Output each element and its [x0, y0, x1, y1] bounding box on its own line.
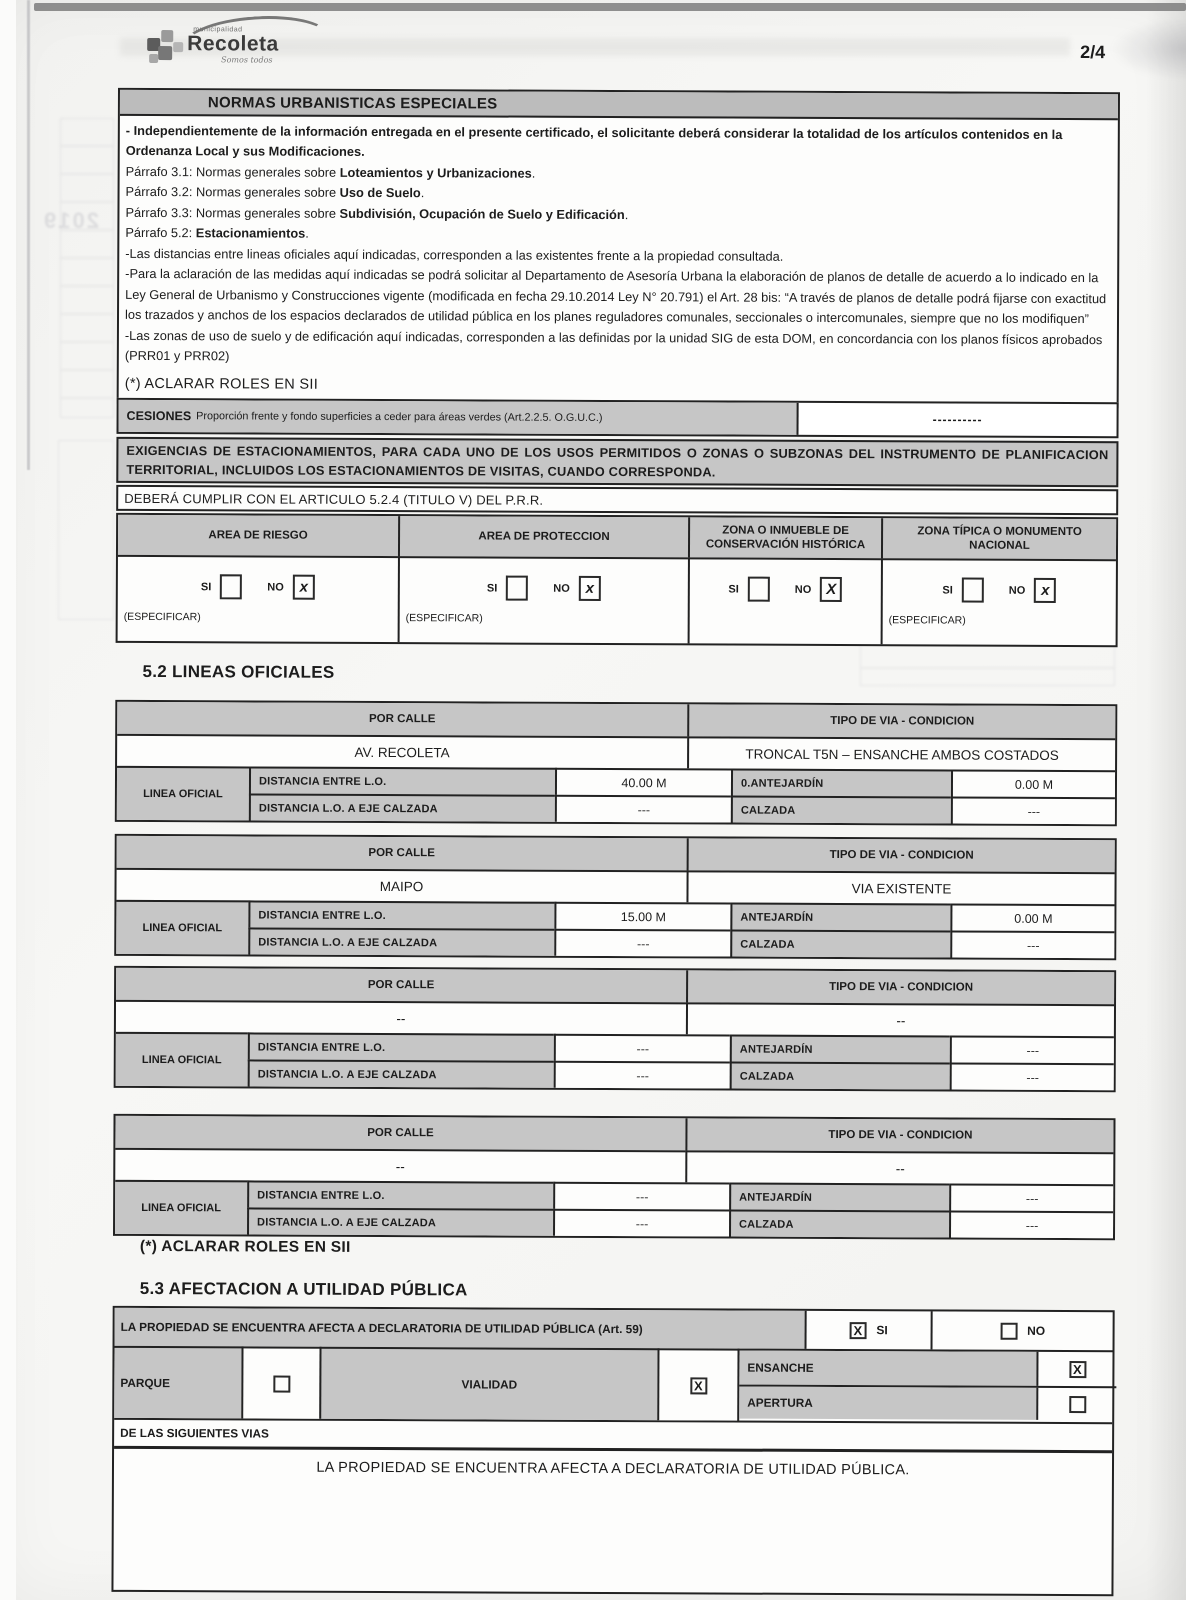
normas-title: NORMAS URBANISTICAS ESPECIALES — [207, 93, 498, 113]
linea-oficial-label: LINEA OFICIAL — [117, 766, 249, 821]
cesiones-value: ---------- — [932, 412, 983, 427]
cesiones-row — [116, 398, 1118, 438]
calzada-label: CALZADA — [730, 930, 950, 958]
distancia-eje-label: DISTANCIA L.O. A EJE CALZADA — [248, 1059, 554, 1087]
ensanche-row — [739, 1351, 1116, 1387]
antejardin-value: 0.00 M — [950, 904, 1114, 932]
zone-column-cell — [688, 557, 881, 644]
paragraph-text: Párrafo 5.2: — [125, 225, 196, 241]
block-value-row — [117, 734, 1115, 770]
paragraph-text: Párrafo 3.1: Normas generales sobre — [125, 163, 340, 180]
tipo-via-header: TIPO DE VIA - CONDICION — [687, 704, 1115, 738]
no-checkbox: x — [293, 575, 315, 600]
block-header-row — [117, 702, 1115, 738]
zone-column-header: ZONA TÍPICA O MONUMENTO NACIONAL — [881, 518, 1116, 559]
no-label: NO — [553, 582, 570, 595]
declaratoria-row — [115, 1308, 1113, 1350]
calzada-value: --- — [951, 797, 1115, 825]
calzada-label: CALZADA — [730, 1062, 950, 1090]
cesiones-description: Proporción frente y fondo superficies a ceder para áreas verdes (Art.2.2.5. O.G.U.C.) — [196, 410, 603, 424]
distancia-lo-value: --- — [554, 1034, 730, 1062]
paragraph-bold-text: Uso de Suelo — [339, 185, 421, 201]
tipo-via-value: VIA EXISTENTE — [686, 870, 1114, 904]
debera-row: DEBERÁ CUMPLIR CON EL ARTICULO 5.2.4 (TITULO V) DEL P.R.R. — [116, 485, 1118, 515]
block-header-row — [115, 1116, 1113, 1152]
cesiones-label-cell — [119, 400, 799, 435]
logo-municipalidad-text: municipalidad — [193, 26, 243, 34]
block-value-row — [115, 1148, 1113, 1184]
block-detail-grid — [116, 1032, 1114, 1090]
si-checkbox: X — [849, 1322, 866, 1339]
si-label: SI — [200, 580, 212, 593]
bleedthrough-artifact: 2019 — [42, 208, 99, 233]
si-label: SI — [486, 581, 498, 595]
ensanche-apertura-cell — [737, 1349, 1114, 1423]
si-label: SI — [876, 1323, 888, 1338]
especificar-label: (ESPECIFICAR) — [888, 614, 966, 627]
zone-column-header: AREA DE PROTECCION — [398, 516, 688, 557]
distancia-eje-value: --- — [554, 1061, 730, 1089]
antejardin-value: 0.00 M — [951, 770, 1115, 798]
especificar-label: (ESPECIFICAR) — [123, 610, 201, 624]
paragraph-text: -Las distancias entre lineas oficiales aquí indicadas, corresponden a las existentes frente a la propiedad consultada. — [125, 245, 784, 264]
normas-paragraph — [126, 121, 1110, 166]
block-detail-grid — [115, 1180, 1113, 1238]
no-checkbox: x — [1034, 578, 1056, 603]
si-label: SI — [728, 583, 739, 596]
block-header-row — [116, 968, 1114, 1004]
tipo-via-header: TIPO DE VIA - CONDICION — [686, 970, 1114, 1004]
linea-oficial-label: LINEA OFICIAL — [116, 1032, 248, 1087]
calle-value: -- — [115, 1148, 685, 1182]
block-detail-grid — [117, 766, 1115, 824]
linea-oficial-block — [115, 700, 1118, 826]
aclarar-roles-footnote: (*) ACLARAR ROLES EN SII — [139, 1237, 351, 1256]
vialidad-checkbox-cell — [657, 1348, 737, 1420]
lineas-oficiales-blocks — [113, 700, 1117, 1252]
zonas-header-row — [118, 515, 1116, 559]
distancia-eje-label: DISTANCIA L.O. A EJE CALZADA — [248, 927, 554, 955]
parque-label: PARQUE — [114, 1346, 241, 1419]
block-value-row — [116, 1000, 1114, 1036]
paragraph-text: . — [420, 185, 425, 201]
distancia-lo-value: 15.00 M — [554, 902, 730, 930]
zone-column-header: AREA DE RIESGO — [118, 515, 398, 556]
distancia-eje-value: --- — [553, 1209, 729, 1237]
afectacion-statement: LA PROPIEDAD SE ENCUENTRA AFECTA A DECLARATORIA DE UTILIDAD PÚBLICA. — [316, 1459, 910, 1479]
por-calle-header: POR CALLE — [117, 836, 687, 870]
linea-oficial-block — [114, 834, 1117, 960]
vialidad-label: VIALIDAD — [319, 1347, 657, 1420]
tipo-via-header: TIPO DE VIA - CONDICION — [685, 1118, 1113, 1152]
parque-checkbox — [273, 1375, 290, 1392]
paragraph-text: Párrafo 3.3: Normas generales sobre — [125, 204, 340, 221]
linea-oficial-block — [114, 966, 1117, 1092]
paragraph-text: -Las zonas de uso de suelo y de edificación aquí indicadas, corresponden a las definidas por la unidad SIG de esta DOM, en concordancia con los planos físicos aprobados (PRR01 y PRR02) — [124, 327, 1103, 364]
declaratoria-si-cell — [805, 1311, 931, 1350]
parque-vialidad-row — [114, 1346, 1112, 1422]
paragraph-bold-text: - Independientemente de la información entregada en el presente certificado, el solicitante deberá considerar la totalidad de los artículos contenidos en la Ordenanza Local y sus Modificaciones. — [125, 122, 1063, 160]
no-checkbox: X — [820, 577, 842, 602]
si-checkbox — [220, 574, 242, 599]
paragraph-text: Párrafo 3.2: Normas generales sobre — [125, 184, 340, 201]
no-checkbox: x — [579, 576, 601, 601]
paragraph-bold-text: Subdivisión, Ocupación de Suelo y Edificación — [339, 205, 625, 222]
si-label: SI — [942, 583, 953, 597]
calle-value: MAIPO — [116, 868, 686, 902]
si-checkbox — [748, 577, 770, 602]
distancia-lo-label: DISTANCIA ENTRE L.O. — [248, 1032, 554, 1060]
calzada-value: --- — [950, 931, 1114, 959]
normas-paragraph — [125, 264, 1109, 330]
distancia-lo-value: --- — [553, 1182, 729, 1210]
block-header-row — [117, 836, 1115, 872]
tipo-via-value: -- — [685, 1150, 1113, 1184]
zone-column-cell — [881, 558, 1116, 645]
linea-oficial-label: LINEA OFICIAL — [115, 1180, 247, 1235]
linea-oficial-block — [113, 1114, 1116, 1240]
calzada-label: CALZADA — [729, 1210, 949, 1238]
antejardin-label: ANTEJARDÍN — [730, 903, 950, 931]
antejardin-value: --- — [949, 1183, 1113, 1211]
parque-checkbox-cell — [241, 1346, 319, 1418]
section-5-3-title: 5.3 AFECTACION A UTILIDAD PÚBLICA — [139, 1278, 468, 1300]
cesiones-label: CESIONES — [126, 408, 192, 424]
distancia-lo-value: 40.00 M — [555, 768, 731, 796]
por-calle-header: POR CALLE — [116, 968, 686, 1002]
antejardin-value: --- — [950, 1035, 1114, 1063]
si-checkbox — [506, 576, 528, 601]
paragraph-bold-text: Loteamientos y Urbanizaciones — [339, 164, 532, 181]
distancia-eje-value: --- — [555, 795, 731, 823]
distancia-lo-label: DISTANCIA ENTRE L.O. — [249, 766, 555, 794]
block-value-row — [116, 868, 1114, 904]
paragraph-text: . — [531, 165, 536, 181]
ensanche-checkbox: X — [1069, 1361, 1086, 1378]
paragraph-text: (*) ACLARAR ROLES EN SII — [124, 375, 319, 393]
zone-column-cell — [398, 556, 688, 643]
logo-slogan-text: Somos todos — [221, 55, 273, 65]
paragraph-text: . — [624, 206, 629, 222]
especificar-label: (ESPECIFICAR) — [405, 612, 483, 625]
no-label: NO — [1027, 1323, 1046, 1338]
paragraph-bold-text: Estacionamientos — [195, 225, 306, 242]
antejardin-label: 0.ANTEJARDÍN — [731, 769, 951, 797]
distancia-lo-label: DISTANCIA ENTRE L.O. — [247, 1180, 553, 1208]
ensanche-label: ENSANCHE — [739, 1351, 1036, 1386]
calzada-value: --- — [950, 1062, 1114, 1090]
recoleta-logo — [145, 24, 365, 91]
distancia-eje-label: DISTANCIA L.O. A EJE CALZADA — [247, 1207, 553, 1235]
si-checkbox — [962, 578, 984, 603]
tipo-via-value: -- — [686, 1002, 1114, 1036]
zonas-body-row — [118, 555, 1116, 645]
calle-value: -- — [116, 1000, 686, 1034]
antejardin-label: ANTEJARDÍN — [729, 1183, 949, 1211]
no-label: NO — [1008, 584, 1026, 597]
no-checkbox — [1000, 1322, 1017, 1339]
paragraph-text: . — [305, 226, 309, 242]
apertura-row — [739, 1385, 1116, 1421]
calzada-value: --- — [949, 1210, 1113, 1238]
exigencias-row: EXIGENCIAS DE ESTACIONAMIENTOS, PARA CADA UNO DE LOS USOS PERMITIDOS O ZONAS O SUBZONAS DEL INSTRUMENTO DE PLANIFICACION TERRITORIAL, INCLUIDOS LOS ESTACIONAMIENTOS DE VISITAS, CUANDO CORRESPONDA. — [116, 437, 1118, 487]
antejardin-label: ANTEJARDÍN — [730, 1035, 950, 1063]
page-number: 2/4 — [1080, 42, 1106, 63]
no-label: NO — [267, 581, 284, 594]
distancia-eje-label: DISTANCIA L.O. A EJE CALZADA — [249, 793, 555, 821]
distancia-lo-label: DISTANCIA ENTRE L.O. — [248, 900, 554, 928]
especificar-label — [696, 613, 881, 614]
no-label: NO — [794, 583, 812, 596]
calle-value: AV. RECOLETA — [117, 734, 687, 768]
normas-paragraphs — [119, 116, 1118, 406]
zone-column-header: ZONA O INMUEBLE DE CONSERVACIÓN HISTÓRICA — [688, 517, 881, 558]
logo-name-text: Recoleta — [187, 32, 279, 56]
distancia-eje-value: --- — [554, 929, 730, 957]
declaratoria-label: LA PROPIEDAD SE ENCUENTRA AFECTA A DECLARATORIA DE UTILIDAD PÚBLICA (Art. 59) — [115, 1308, 805, 1349]
por-calle-header: POR CALLE — [117, 702, 687, 736]
vialidad-checkbox: X — [690, 1377, 707, 1394]
por-calle-header: POR CALLE — [115, 1116, 685, 1150]
vias-label-row: DE LAS SIGUIENTES VIAS — [114, 1418, 1112, 1450]
zone-column-cell — [118, 555, 398, 642]
paragraph-text: -Para la aclaración de las medidas aquí indicadas se podrá solicitar al Departamento de Asesoría Urbana la elaboración de planos de detalle de acuerdo a lo indicado en la Ley General de Urbanismo y Construcciones vigente (modificada en fecha 29.10.2014 Ley N° 20.791) el Art. 28 bis: “A través de planos de detalle podrá fijarse con exactitud los trazados y anchos de los espacios declarados de utilidad pública en los planes reguladores comunales, seccionales o intercomunales, siempre que no los modifiquen” — [124, 266, 1107, 327]
tipo-via-header: TIPO DE VIA - CONDICION — [687, 838, 1115, 872]
apertura-checkbox — [1069, 1396, 1086, 1413]
normas-paragraph — [125, 326, 1109, 371]
normas-section — [117, 88, 1120, 408]
declaratoria-no-cell — [931, 1311, 1113, 1350]
normas-paragraph — [125, 373, 1109, 400]
calzada-label: CALZADA — [731, 796, 951, 824]
section-5-2-title: 5.2 LINEAS OFICIALES — [142, 661, 335, 682]
afectacion-table — [111, 1306, 1114, 1596]
zonas-table — [116, 513, 1119, 647]
tipo-via-value: TRONCAL T5N – ENSANCHE AMBOS COSTADOS — [687, 736, 1115, 770]
apertura-label: APERTURA — [739, 1387, 1036, 1420]
block-detail-grid — [116, 900, 1114, 958]
linea-oficial-label: LINEA OFICIAL — [116, 900, 248, 955]
statement-row — [113, 1446, 1112, 1594]
